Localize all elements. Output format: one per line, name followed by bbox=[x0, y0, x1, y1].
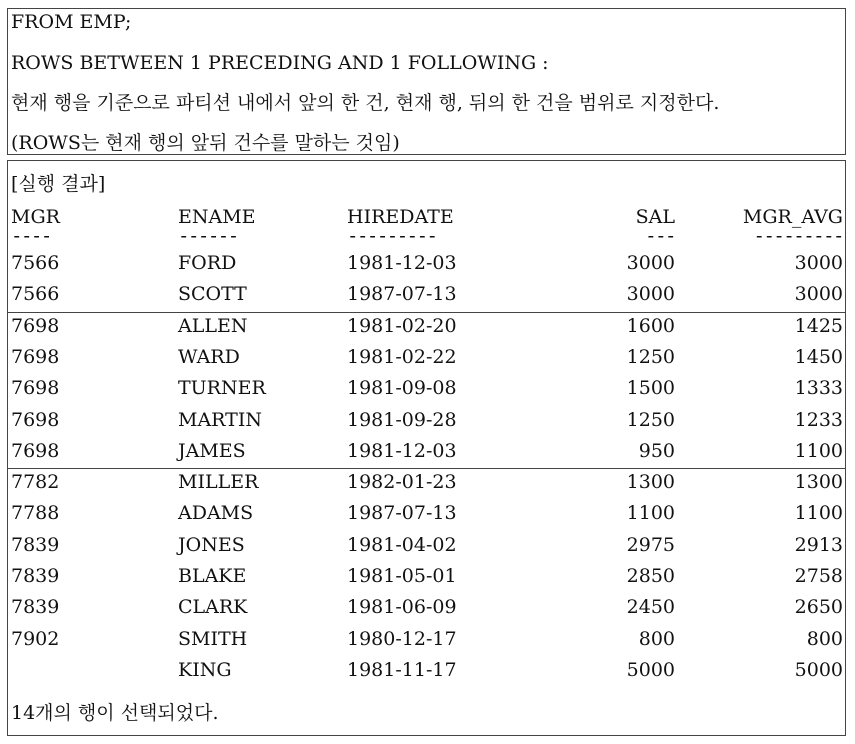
mgr-cell: 7566 bbox=[11, 283, 60, 306]
ename-cell: ADAMS bbox=[178, 502, 254, 525]
ename-cell: SMITH bbox=[178, 627, 248, 650]
result-footer: 14개의 행이 선택되었다. bbox=[11, 702, 219, 724]
sal-cell: 1600 bbox=[626, 314, 675, 337]
column-underline-sal: --- bbox=[645, 225, 675, 247]
mgr-avg-cell: 1100 bbox=[794, 502, 843, 525]
table-row bbox=[8, 530, 845, 561]
mgr-avg-cell: 2758 bbox=[794, 565, 843, 587]
column-header-sal: SAL bbox=[635, 206, 675, 228]
mgr-cell: 7698 bbox=[11, 439, 60, 462]
explanation-line: 현재 행을 기준으로 파티션 내에서 앞의 한 건, 현재 행, 뒤의 한 건을 범위로 지정한다. bbox=[11, 92, 720, 114]
mgr-avg-cell: 3000 bbox=[794, 283, 843, 306]
column-header-mgr-avg: MGR_AVG bbox=[742, 206, 843, 228]
table-row bbox=[8, 405, 845, 436]
sal-cell: 3000 bbox=[626, 252, 675, 274]
hiredate-cell: 1981-12-03 bbox=[347, 439, 457, 462]
ename-cell: KING bbox=[178, 658, 232, 681]
mgr-avg-cell: 800 bbox=[806, 627, 843, 650]
table-row bbox=[8, 561, 845, 592]
column-underline-mgr: ---- bbox=[11, 225, 51, 247]
mgr-avg-cell: 1233 bbox=[794, 408, 843, 431]
sal-cell: 1500 bbox=[626, 377, 675, 400]
mgr-cell: 7839 bbox=[11, 596, 60, 619]
mgr-avg-cell: 3000 bbox=[794, 252, 843, 274]
ename-cell: TURNER bbox=[178, 377, 266, 400]
ename-cell: ALLEN bbox=[178, 314, 248, 337]
mgr-cell: 7782 bbox=[11, 471, 60, 494]
sal-cell: 2975 bbox=[626, 533, 675, 556]
mgr-avg-cell: 1300 bbox=[794, 471, 843, 494]
ename-cell: JONES bbox=[178, 533, 245, 556]
sql-from-line: FROM EMP; bbox=[11, 11, 132, 33]
hiredate-cell: 1987-07-13 bbox=[347, 502, 457, 525]
table-row bbox=[8, 624, 845, 655]
column-underline-hiredate: --------- bbox=[347, 225, 437, 247]
mgr-avg-cell: 1333 bbox=[794, 377, 843, 400]
table-row bbox=[8, 498, 845, 529]
table-row bbox=[8, 655, 845, 686]
column-header-hiredate: HIREDATE bbox=[347, 206, 454, 228]
sal-cell: 1100 bbox=[626, 502, 675, 525]
sal-cell: 2850 bbox=[626, 565, 675, 587]
mgr-avg-cell: 2650 bbox=[794, 596, 843, 619]
table-row bbox=[8, 311, 845, 342]
hiredate-cell: 1981-11-17 bbox=[347, 658, 457, 681]
ename-cell: CLARK bbox=[178, 596, 248, 619]
sal-cell: 1250 bbox=[626, 345, 675, 368]
sal-cell: 5000 bbox=[626, 658, 675, 681]
hiredate-cell: 1987-07-13 bbox=[347, 283, 457, 306]
mgr-avg-cell: 1425 bbox=[794, 314, 843, 337]
hiredate-cell: 1981-09-08 bbox=[347, 377, 457, 400]
hiredate-cell: 1981-05-01 bbox=[347, 565, 457, 587]
table-row bbox=[8, 467, 845, 498]
hiredate-cell: 1982-01-23 bbox=[347, 471, 457, 494]
sal-cell: 950 bbox=[638, 439, 675, 462]
hiredate-cell: 1980-12-17 bbox=[347, 627, 457, 650]
mgr-cell: 7839 bbox=[11, 533, 60, 556]
column-underline-ename: ------ bbox=[178, 225, 238, 247]
column-header-ename: ENAME bbox=[178, 206, 256, 228]
mgr-cell: 7839 bbox=[11, 565, 60, 587]
sal-cell: 1300 bbox=[626, 471, 675, 494]
mgr-avg-cell: 1100 bbox=[794, 439, 843, 462]
result-box bbox=[7, 160, 846, 736]
mgr-avg-cell: 1450 bbox=[794, 345, 843, 368]
hiredate-cell: 1981-02-20 bbox=[347, 314, 457, 337]
sal-cell: 800 bbox=[638, 627, 675, 650]
ename-cell: FORD bbox=[178, 252, 237, 274]
ename-cell: MARTIN bbox=[178, 408, 262, 431]
hiredate-cell: 1981-02-22 bbox=[347, 345, 457, 368]
sal-cell: 2450 bbox=[626, 596, 675, 619]
hiredate-cell: 1981-04-02 bbox=[347, 533, 457, 556]
column-header-mgr: MGR bbox=[11, 206, 60, 228]
column-underline-mgr-avg: --------- bbox=[753, 225, 843, 247]
table-row bbox=[8, 592, 845, 623]
result-title: [실행 결과] bbox=[11, 173, 106, 195]
ename-cell: JAMES bbox=[178, 439, 246, 462]
mgr-cell: 7698 bbox=[11, 408, 60, 431]
sal-cell: 1250 bbox=[626, 408, 675, 431]
mgr-cell: 7566 bbox=[11, 252, 60, 274]
ename-cell: WARD bbox=[178, 345, 240, 368]
table-row bbox=[8, 373, 845, 404]
table-row bbox=[8, 279, 845, 310]
sql-description-box bbox=[7, 8, 846, 155]
rows-between-line: ROWS BETWEEN 1 PRECEDING AND 1 FOLLOWING : bbox=[11, 52, 549, 74]
mgr-cell: 7698 bbox=[11, 377, 60, 400]
table-row bbox=[8, 342, 845, 373]
mgr-cell: 7788 bbox=[11, 502, 60, 525]
hiredate-cell: 1981-06-09 bbox=[347, 596, 457, 619]
ename-cell: MILLER bbox=[178, 471, 259, 494]
hiredate-cell: 1981-09-28 bbox=[347, 408, 457, 431]
ename-cell: SCOTT bbox=[178, 283, 247, 306]
table-row bbox=[8, 436, 845, 467]
mgr-cell: 7698 bbox=[11, 345, 60, 368]
hiredate-cell: 1981-12-03 bbox=[347, 252, 457, 274]
mgr-avg-cell: 5000 bbox=[794, 658, 843, 681]
mgr-cell: 7698 bbox=[11, 314, 60, 337]
mgr-avg-cell: 2913 bbox=[794, 533, 843, 556]
sal-cell: 3000 bbox=[626, 283, 675, 306]
mgr-cell: 7902 bbox=[11, 627, 60, 650]
table-row bbox=[8, 248, 845, 279]
ename-cell: BLAKE bbox=[178, 565, 247, 587]
note-line: (ROWS는 현재 행의 앞뒤 건수를 말하는 것임) bbox=[11, 132, 400, 154]
